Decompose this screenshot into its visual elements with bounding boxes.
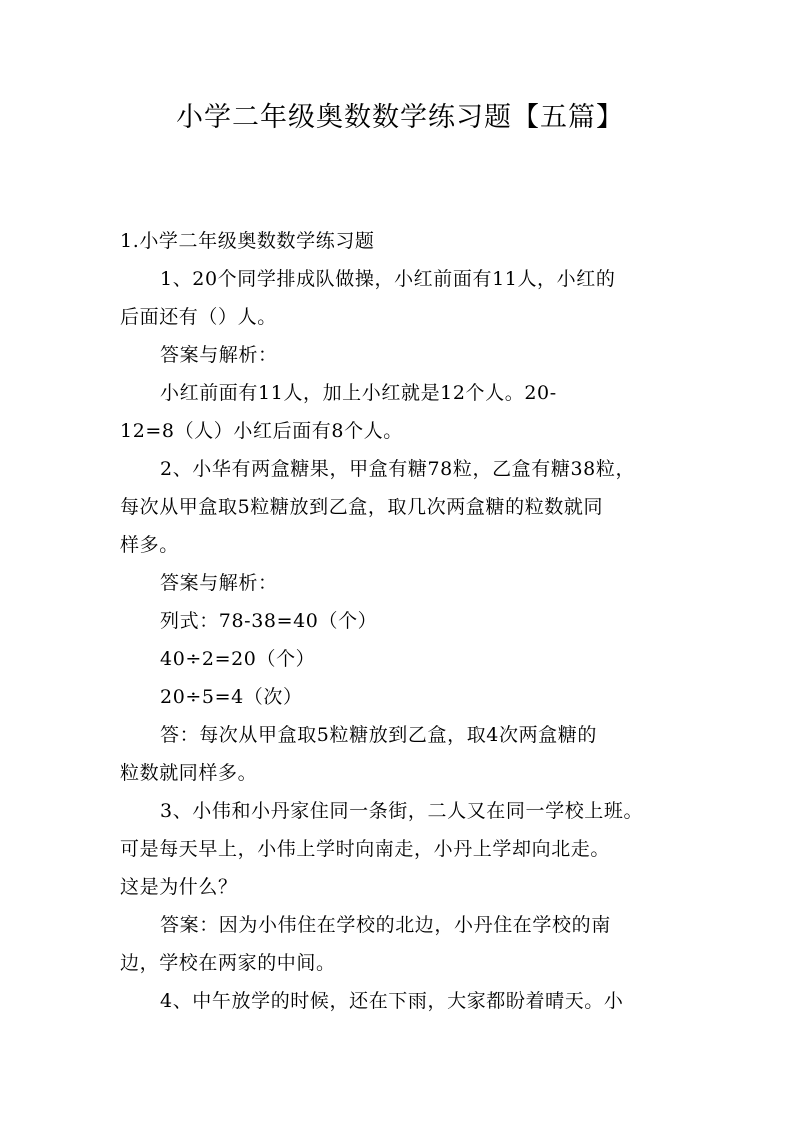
document-body <box>120 222 700 1020</box>
text-line: 20÷5=4（次） <box>160 686 303 708</box>
section-heading: 1.小学二年级奥数数学练习题 <box>120 230 375 252</box>
text-line: 可是每天早上，小伟上学时向南走，小丹上学却向北走。 <box>120 838 611 860</box>
text-line: 列式：78-38=40（个） <box>160 610 378 632</box>
text-line: 这是为什么？ <box>120 876 238 898</box>
text-line: 4、中午放学的时候，还在下雨，大家都盼着晴天。小 <box>160 990 624 1012</box>
text-line: 答：每次从甲盒取5粒糖放到乙盒，取4次两盒糖的 <box>160 724 597 746</box>
text-line: 每次从甲盒取5粒糖放到乙盒，取几次两盒糖的粒数就同 <box>120 496 604 518</box>
text-line: 样多。 <box>120 534 179 556</box>
text-line: 12=8（人）小红后面有8个人。 <box>120 420 403 442</box>
text-line: 1、20个同学排成队做操，小红前面有11人，小红的 <box>160 268 616 290</box>
text-line: 答案与解析： <box>160 572 278 594</box>
text-line: 40÷2=20（个） <box>160 648 316 670</box>
text-line: 边，学校在两家的中间。 <box>120 952 336 974</box>
text-line: 2、小华有两盒糖果，甲盒有糖78粒，乙盒有糖38粒， <box>160 458 636 480</box>
text-line: 后面还有（）人。 <box>120 306 277 328</box>
text-line: 答案与解析： <box>160 344 278 366</box>
text-line: 答案：因为小伟住在学校的北边，小丹住在学校的南 <box>160 914 611 936</box>
paragraph-lines <box>120 260 700 1020</box>
text-line: 小红前面有11人，加上小红就是12个人。20- <box>160 382 557 404</box>
text-line: 粒数就同样多。 <box>120 762 258 784</box>
text-line: 3、小伟和小丹家住同一条街，二人又在同一学校上班。 <box>160 800 644 822</box>
document-title: 小学二年级奥数数学练习题【五篇】 <box>176 102 624 133</box>
